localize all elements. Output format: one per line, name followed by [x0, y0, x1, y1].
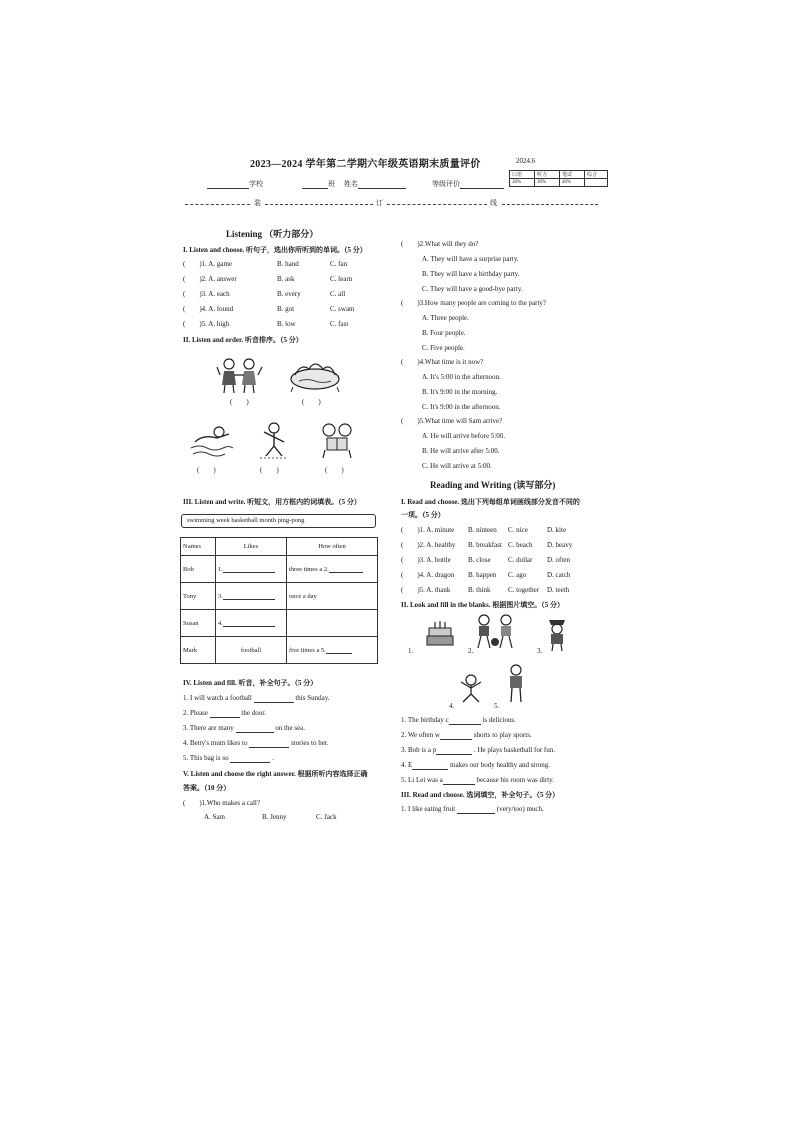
- answer-option[interactable]: B. It's 9:00 in the morning.: [422, 388, 498, 396]
- sentence-end: is delicious.: [482, 716, 516, 724]
- sentence-start: 5. This bag is so: [183, 754, 229, 762]
- class-field[interactable]: [302, 180, 335, 189]
- answer-blank[interactable]: [440, 732, 472, 740]
- picture-label: 2.: [468, 647, 474, 655]
- answer-blank[interactable]: [436, 747, 472, 755]
- order-paren[interactable]: ( ): [197, 466, 216, 474]
- question-1: ( )1.Who makes a call?: [183, 799, 260, 807]
- binding-line-seg: [502, 204, 598, 205]
- sentence-end: .: [272, 754, 274, 762]
- table-cell-often: [287, 610, 378, 637]
- picture-label: 1.: [408, 647, 414, 655]
- binding-line-seg: [265, 204, 373, 205]
- cell-label: 1.: [218, 566, 223, 573]
- answer-option[interactable]: A. They will have a surprise party.: [422, 255, 519, 263]
- question: ( )5.What time will Sam arrive?: [401, 417, 503, 425]
- picture-label: 4.: [449, 702, 455, 710]
- school-field[interactable]: [207, 180, 263, 189]
- binding-char-b: 订: [376, 199, 383, 207]
- sentence-start: 3. Bob is a p: [401, 746, 437, 754]
- sentence-end: because his room was dirty.: [476, 776, 555, 784]
- reading-s1-title-cont: 一项。（5 分）: [401, 511, 445, 519]
- sentence-start: 2. Please: [183, 709, 208, 717]
- person-swimming-picture: [189, 420, 235, 458]
- phonics-option[interactable]: D. heavy: [547, 541, 573, 549]
- likes-blank-4[interactable]: [216, 610, 287, 637]
- table-header: Names: [181, 538, 216, 556]
- table-header: How often: [287, 538, 378, 556]
- fill-sentence[interactable]: [183, 724, 305, 733]
- sentence-start: 4. E: [401, 761, 413, 769]
- question: ( )2.What will they do?: [401, 240, 479, 248]
- answer-option[interactable]: C. They will have a good-bye party.: [422, 285, 523, 293]
- cell-label: five times a 5.: [289, 647, 326, 654]
- sentence-start: 1. The birthday c: [401, 716, 449, 724]
- phonics-option[interactable]: D. teeth: [547, 586, 570, 594]
- sentence-start: 3. There are many: [183, 724, 234, 732]
- option-a[interactable]: A. Sam: [204, 813, 225, 821]
- table-cell-name: Susan: [181, 610, 216, 637]
- choice-option[interactable]: C. learn: [330, 275, 353, 283]
- answer-blank[interactable]: [210, 710, 240, 718]
- boy-messy-room-picture: [502, 662, 530, 704]
- phonics-option[interactable]: B. ninteen: [468, 526, 497, 534]
- birthday-cake-picture: [425, 618, 455, 648]
- phonics-option[interactable]: B. think: [468, 586, 491, 594]
- order-paren[interactable]: ( ): [302, 398, 321, 406]
- score-weight: 40%: [560, 179, 585, 187]
- listening-s4-title: IV. Listen and fill. 听音，补全句子。（5 分）: [183, 679, 318, 687]
- order-paren[interactable]: ( ): [260, 466, 279, 474]
- answer-option[interactable]: C. It's 9:00 in the afternoon.: [422, 403, 501, 411]
- picture-sentence[interactable]: [401, 746, 555, 755]
- listening-s5-title: V. Listen and choose the right answer. 根据所听内容选择正确: [183, 770, 368, 778]
- answer-blank[interactable]: [443, 777, 475, 785]
- fill-sentence[interactable]: [183, 739, 329, 748]
- kids-dancing-picture: [215, 355, 265, 395]
- picture-sentence[interactable]: [401, 716, 516, 725]
- fill-sentence[interactable]: [183, 709, 266, 718]
- answer-blank[interactable]: [449, 717, 481, 725]
- sentence-end: makes our body healthy and strong.: [450, 761, 550, 769]
- listening-s2-title: II. Listen and order. 听音排序。（5 分）: [183, 336, 303, 344]
- choice-item-num[interactable]: ( )5. A. high: [183, 320, 230, 328]
- phonics-item-num[interactable]: ( )1. A. minute: [401, 526, 455, 534]
- listening-s5-title-cont: 答案。（10 分）: [183, 784, 231, 792]
- reading-s3-title: III. Read and choose. 选词填空，补全句子。（5 分）: [401, 791, 560, 799]
- binding-line-seg: [387, 204, 487, 205]
- grade-field[interactable]: [432, 180, 504, 189]
- reading-heading: Reading and Writing (读写部分): [430, 480, 556, 490]
- fill-sentence[interactable]: [183, 754, 274, 763]
- table-row: [181, 556, 378, 583]
- phonics-option[interactable]: D. catch: [547, 571, 571, 579]
- likes-table: [180, 537, 378, 664]
- score-weight: 30%: [535, 179, 560, 187]
- sentence-end: this Sunday.: [295, 694, 330, 702]
- answer-option[interactable]: A. Three people.: [422, 314, 469, 322]
- choice-option[interactable]: B. ask: [277, 275, 295, 283]
- question: ( )4.What time is it now?: [401, 358, 484, 366]
- choice-option[interactable]: B. hand: [277, 260, 299, 268]
- choice-option[interactable]: C. swam: [330, 305, 355, 313]
- fill-sentence[interactable]: [183, 694, 330, 703]
- name-field[interactable]: [344, 180, 406, 189]
- sentence-end: on the sea.: [275, 724, 306, 732]
- binding-line-seg: [185, 204, 250, 205]
- answer-blank[interactable]: [236, 725, 274, 733]
- table-cell-name: Mark: [181, 637, 216, 664]
- cell-label: 4.: [218, 620, 223, 627]
- phonics-option[interactable]: C. beach: [508, 541, 533, 549]
- answer-blank[interactable]: [412, 762, 448, 770]
- listening-heading: Listening （听力部分）: [226, 229, 319, 239]
- picture-label: 5.: [494, 702, 500, 710]
- table-cell-often: once a day: [287, 583, 378, 610]
- name-label: 姓名: [344, 180, 358, 188]
- picture-sentence[interactable]: [401, 776, 554, 785]
- exam-date: 2024.6: [516, 157, 536, 165]
- person-climbing-picture: [256, 420, 292, 460]
- sentence-start: 5. Li Lei was a: [401, 776, 443, 784]
- score-header: 综合: [585, 171, 608, 179]
- phonics-option[interactable]: B. happen: [468, 571, 497, 579]
- sentence-start: 2. We often w: [401, 731, 440, 739]
- answer-option[interactable]: C. Five people.: [422, 344, 465, 352]
- choice-option[interactable]: B. low: [277, 320, 296, 328]
- sentence-end: stories to her.: [290, 739, 329, 747]
- phonics-option[interactable]: C. ago: [508, 571, 527, 579]
- reading-s1-title: I. Read and choose. 选出下列每组单词画线部分发音不同的: [401, 498, 580, 506]
- phonics-item-num[interactable]: ( )3. A. bottle: [401, 556, 451, 564]
- police-officer-picture: [542, 614, 572, 652]
- likes-blank-3[interactable]: [216, 583, 287, 610]
- answer-blank[interactable]: [230, 755, 270, 763]
- table-cell-name: Tony: [181, 583, 216, 610]
- choice-item-num[interactable]: ( )1. A. game: [183, 260, 232, 268]
- class-label: 班: [328, 180, 335, 188]
- phonics-option[interactable]: C. together: [508, 586, 540, 594]
- choice-option[interactable]: C. fast: [330, 320, 349, 328]
- score-table: [509, 170, 608, 187]
- answer-blank[interactable]: [249, 740, 289, 748]
- cell-label: three times a 2.: [289, 566, 329, 573]
- reading-s2-title: II. Look and fill in the blanks. 根据图片填空。（5 分）: [401, 601, 564, 609]
- exam-title: 2023—2024 学年第二学期六年级英语期末质量评价: [250, 159, 481, 170]
- phonics-item-num[interactable]: ( )5. A. thank: [401, 586, 451, 594]
- boys-playing-sports-picture: [470, 612, 520, 652]
- option-c[interactable]: C. Jack: [316, 813, 337, 821]
- phonics-option[interactable]: B. breakfast: [468, 541, 502, 549]
- table-cell-name: Bob: [181, 556, 216, 583]
- phonics-option[interactable]: D. often: [547, 556, 570, 564]
- answer-option[interactable]: B. Four people.: [422, 329, 466, 337]
- phonics-item-num[interactable]: ( )2. A. healthy: [401, 541, 456, 549]
- choice-item-num[interactable]: ( )2. A. answer: [183, 275, 237, 283]
- listening-s1-title: I. Listen and choose. 听句子，选出你所听到的单词。（5 分）: [183, 246, 367, 254]
- binding-char-a: 装: [254, 199, 261, 207]
- often-blank-5[interactable]: [287, 637, 378, 664]
- answer-option[interactable]: A. He will arrive before 5:00.: [422, 432, 505, 440]
- score-header: 口语: [510, 171, 535, 179]
- answer-option[interactable]: B. They will have a birthday party.: [422, 270, 520, 278]
- picture-sentence[interactable]: [401, 761, 550, 770]
- grade-label: 等级评价: [432, 180, 460, 188]
- question: ( )3.How many people are coming to the party?: [401, 299, 547, 307]
- sentence-end: the door.: [241, 709, 266, 717]
- choice-item-num[interactable]: ( )3. A. each: [183, 290, 230, 298]
- table-row: [181, 610, 378, 637]
- table-header: Likes: [216, 538, 287, 556]
- sentence-start: 1. I will watch a football: [183, 694, 252, 702]
- phonics-option[interactable]: C. dollar: [508, 556, 533, 564]
- word-bank: swimming week basketball month ping-pong: [181, 514, 376, 528]
- sentence-end: shorts to play sports.: [473, 731, 532, 739]
- choice-item-num[interactable]: ( )4. A. found: [183, 305, 234, 313]
- answer-option[interactable]: B. He will arrive after 5:00.: [422, 447, 500, 455]
- score-header: 笔试: [560, 171, 585, 179]
- option-b[interactable]: B. Jenny: [262, 813, 287, 821]
- phonics-option[interactable]: C. nice: [508, 526, 528, 534]
- school-label: 学校: [249, 180, 263, 188]
- table-row: [181, 583, 378, 610]
- kids-reading-picture: [317, 420, 357, 460]
- sentence-end: . He plays basketball for fun.: [473, 746, 556, 754]
- phonics-item-num[interactable]: ( )4. A. dragon: [401, 571, 455, 579]
- order-paren[interactable]: ( ): [325, 466, 344, 474]
- choice-option[interactable]: C. fan: [330, 260, 348, 268]
- score-header: 听力: [535, 171, 560, 179]
- score-weight: 30%: [510, 179, 535, 187]
- picture-sentence[interactable]: [401, 731, 532, 740]
- choice-option[interactable]: B. got: [277, 305, 295, 313]
- table-row: [181, 637, 378, 664]
- often-blank-2[interactable]: [287, 556, 378, 583]
- choice-option[interactable]: B. every: [277, 290, 301, 298]
- answer-blank[interactable]: [254, 695, 294, 703]
- listening-s3-title: III. Listen and write. 听短文，用方框内的词填表。（5 分）: [183, 498, 361, 506]
- binding-char-c: 线: [490, 199, 497, 207]
- lake-picture: [287, 357, 343, 393]
- phonics-option[interactable]: D. kite: [547, 526, 567, 534]
- phonics-option[interactable]: B. close: [468, 556, 491, 564]
- answer-option[interactable]: A. It's 5:00 in the afternoon.: [422, 373, 501, 381]
- likes-blank-1[interactable]: [216, 556, 287, 583]
- picture-label: 3.: [537, 647, 543, 655]
- order-paren[interactable]: ( ): [230, 398, 249, 406]
- sentence-start: 4. Betty's mum likes to: [183, 739, 248, 747]
- table-cell-likes: football: [216, 637, 287, 664]
- kid-exercising-picture: [455, 672, 487, 704]
- choice-option[interactable]: C. all: [330, 290, 346, 298]
- cell-label: 3.: [218, 593, 223, 600]
- score-weight: [585, 179, 608, 187]
- answer-option[interactable]: C. He will arrive at 5:00.: [422, 462, 492, 470]
- fill-item-1[interactable]: 1. I like eating fruit (very/too) much.: [401, 805, 544, 813]
